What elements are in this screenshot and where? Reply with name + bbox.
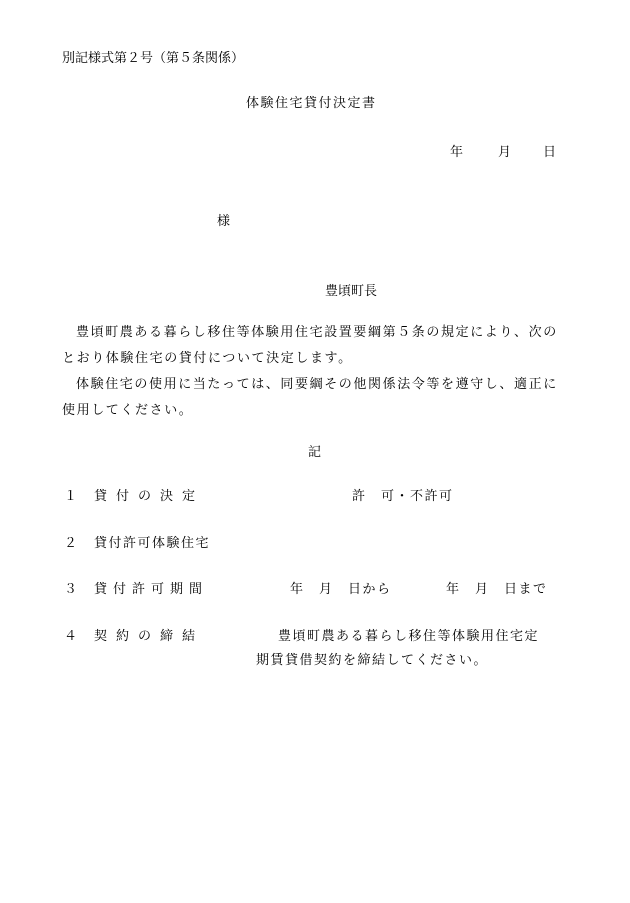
item-number: ３ bbox=[64, 582, 78, 597]
item-label: 契約の締結 bbox=[94, 629, 205, 644]
period-to: 年 月 日まで bbox=[446, 582, 548, 597]
date-year: 年 bbox=[450, 145, 464, 160]
period-from: 年 月 日から bbox=[290, 582, 392, 597]
item-value: 許 可・不許可 bbox=[352, 489, 454, 504]
document-title: 体験住宅貸付決定書 bbox=[246, 96, 377, 111]
form-label: 別記様式第２号（第５条関係） bbox=[62, 51, 245, 66]
item-number: ２ bbox=[64, 536, 78, 551]
item-row-4 bbox=[0, 630, 630, 670]
ki-heading: 記 bbox=[308, 445, 322, 460]
recipient-honorific: 様 bbox=[217, 214, 231, 229]
body-paragraph-1: 豊頃町農ある暮らし移住等体験用住宅設置要綱第５条の規定により、次のとおり体験住宅の貸付について決定します。 bbox=[62, 325, 558, 366]
item-row-2 bbox=[0, 537, 630, 557]
item-row-1 bbox=[0, 490, 630, 510]
body-paragraph-2: 体験住宅の使用に当たっては、同要綱その他関係法令等を遵守し、適正に使用してください。 bbox=[62, 377, 558, 418]
item-label: 貸付許可期間 bbox=[94, 582, 209, 597]
date-day: 日 bbox=[543, 145, 557, 160]
item-value-line-1: 豊頃町農ある暮らし移住等体験用住宅定 bbox=[278, 629, 540, 644]
issuer-name: 豊頃町長 bbox=[325, 284, 378, 299]
item-number: ４ bbox=[64, 629, 78, 644]
date-month: 月 bbox=[498, 145, 512, 160]
item-number: １ bbox=[64, 489, 78, 504]
item-label: 貸付の決定 bbox=[94, 489, 205, 504]
item-row-3 bbox=[0, 583, 630, 603]
item-label: 貸付許可体験住宅 bbox=[94, 536, 211, 551]
item-value-line-2: 期賃貸借契約を締結してください。 bbox=[256, 653, 489, 668]
